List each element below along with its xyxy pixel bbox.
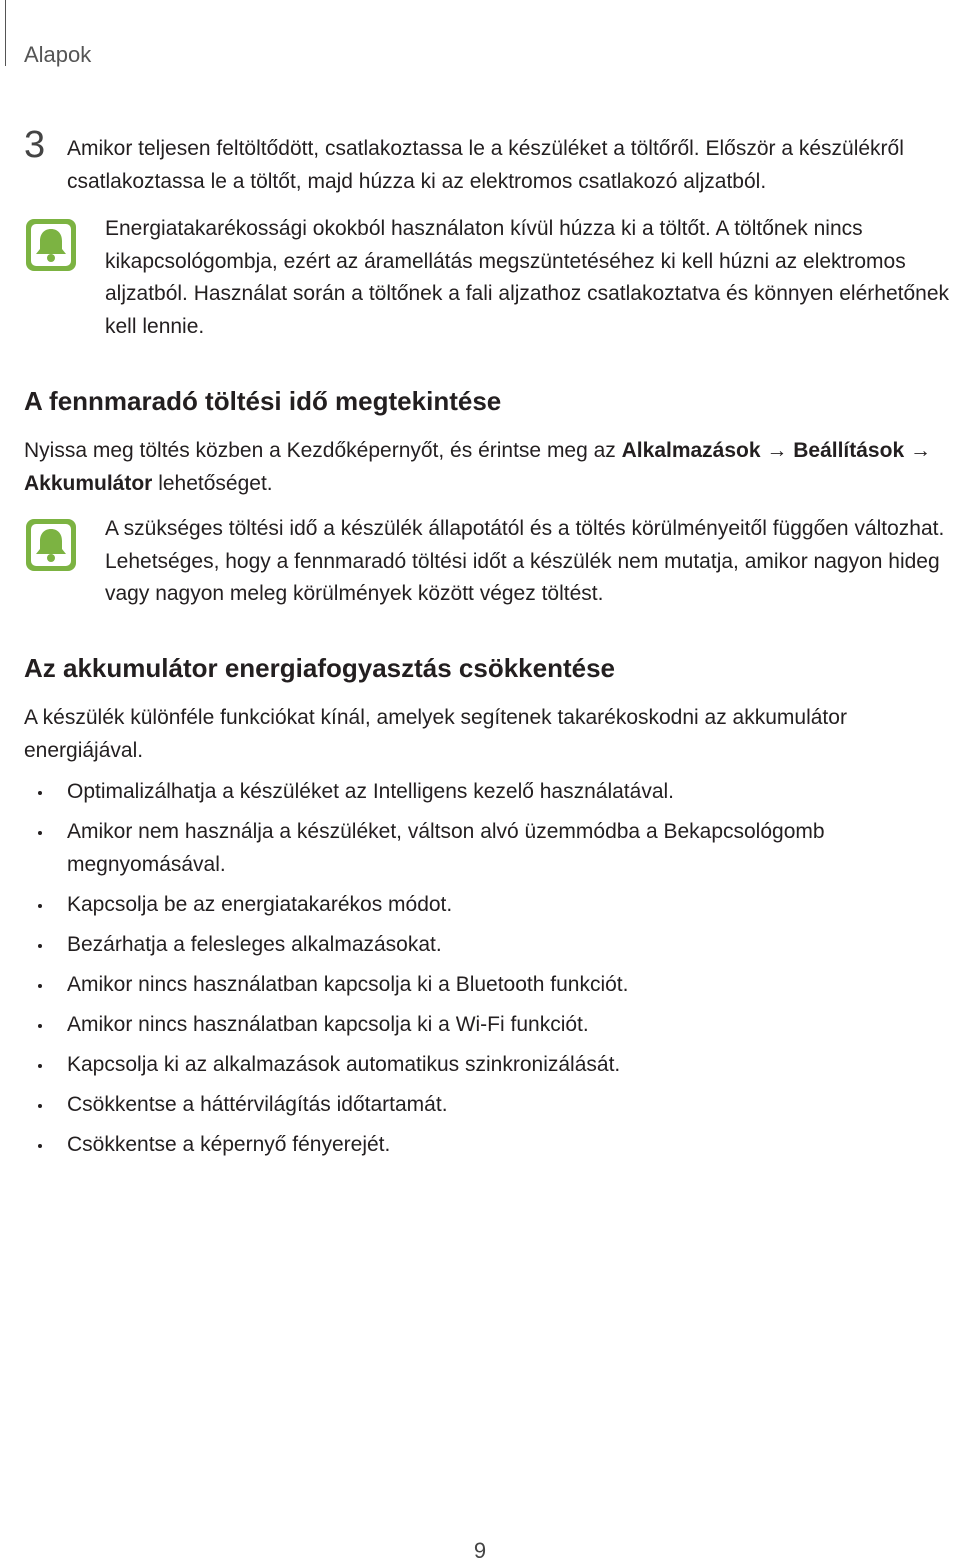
list-item-text: Amikor nincs használatban kapcsolja ki a Bluetooth funkciót. — [67, 972, 629, 996]
bullet-icon — [38, 1024, 42, 1028]
list-item — [24, 1049, 944, 1082]
page-number: 9 — [473, 1538, 487, 1563]
list-item-text: Bezárhatja a felesleges alkalmazásokat. — [67, 932, 442, 956]
page-header: Alapok — [24, 42, 92, 67]
list-item — [24, 929, 944, 962]
bullet-icon — [38, 1144, 42, 1148]
section-title-power-saving: Az akkumulátor energiafogyasztás csökkentése — [24, 653, 616, 683]
menu-path-apps: Alkalmazások — [621, 439, 761, 462]
margin-rule — [5, 0, 6, 66]
bullet-icon — [38, 831, 42, 835]
list-item — [24, 969, 944, 1002]
bell-icon — [24, 217, 78, 273]
bullet-icon — [38, 944, 42, 948]
arrow-icon: → — [760, 439, 794, 462]
menu-path-settings: Beállítások — [793, 439, 905, 462]
list-item — [24, 1089, 944, 1122]
menu-path-battery: Akkumulátor — [24, 471, 153, 495]
list-item — [24, 776, 944, 809]
list-item-text: Kapcsolja be az energiatakarékos módot. — [67, 892, 453, 916]
list-item — [24, 816, 944, 881]
list-item-text: Amikor nem használja a készüléket, váltson alvó üzemmódba a Bekapcsológomb megnyomásával. — [67, 820, 825, 876]
note-text: A szükséges töltési idő a készülék állapotától és a töltés körülményeitől függően változhat. Lehetséges, hogy a fennmaradó töltési időt a készülék nem mutatja, amikor nagyon hideg vagy nagyon meleg körülmények között végez töltést. — [105, 517, 945, 605]
section-title-remaining-time: A fennmaradó töltési idő megtekintése — [24, 386, 502, 416]
step-text: Amikor teljesen feltöltődött, csatlakoztassa le a készüléket a töltőről. Először a készülékről csatlakoztassa le a töltőt, majd húzza ki az elektromos csatlakozó aljzatból. — [67, 137, 904, 193]
bullet-icon — [38, 1064, 42, 1068]
list-item-text: Kapcsolja ki az alkalmazások automatikus szinkronizálását. — [67, 1052, 621, 1076]
bullet-icon — [38, 904, 42, 908]
list-item — [24, 1009, 944, 1042]
list-item-text: Optimalizálhatja a készüléket az Intelligens kezelő használatával. — [67, 780, 675, 803]
step-number: 3 — [24, 124, 46, 166]
section-paragraph-remaining-time: Nyissa meg töltés közben a Kezdőképernyőt, és érintse meg az Alkalmazások → Beállítások → Akkumulátor lehetőséget. — [24, 439, 931, 495]
list-item-text: Csökkentse a háttérvilágítás időtartamát. — [67, 1092, 448, 1116]
list-item-text: Csökkentse a képernyő fényerejét. — [67, 1132, 391, 1156]
arrow-icon: → — [904, 439, 931, 462]
power-saving-tips-list — [24, 776, 944, 1169]
list-item-text: Amikor nincs használatban kapcsolja ki a Wi-Fi funkciót. — [67, 1012, 589, 1036]
bell-icon — [24, 517, 78, 573]
section-intro-power-saving: A készülék különféle funkciókat kínál, amelyek segítenek takarékoskodni az akkumulátor energiájával. — [24, 706, 847, 762]
list-item — [24, 889, 944, 922]
list-item — [24, 1129, 944, 1162]
bullet-icon — [38, 984, 42, 988]
note-text: Energiatakarékossági okokból használaton kívül húzza ki a töltőt. A töltőnek nincs kikapcsológombja, ezért az áramellátás megszüntetéséhez ki kell húzni az elektromos aljzatból. Használat során a töltőnek a fali aljzathoz csatlakoztatva és könnyen elérhetőnek kell lennie. — [105, 217, 949, 338]
bullet-icon — [38, 791, 42, 795]
bullet-icon — [38, 1104, 42, 1108]
